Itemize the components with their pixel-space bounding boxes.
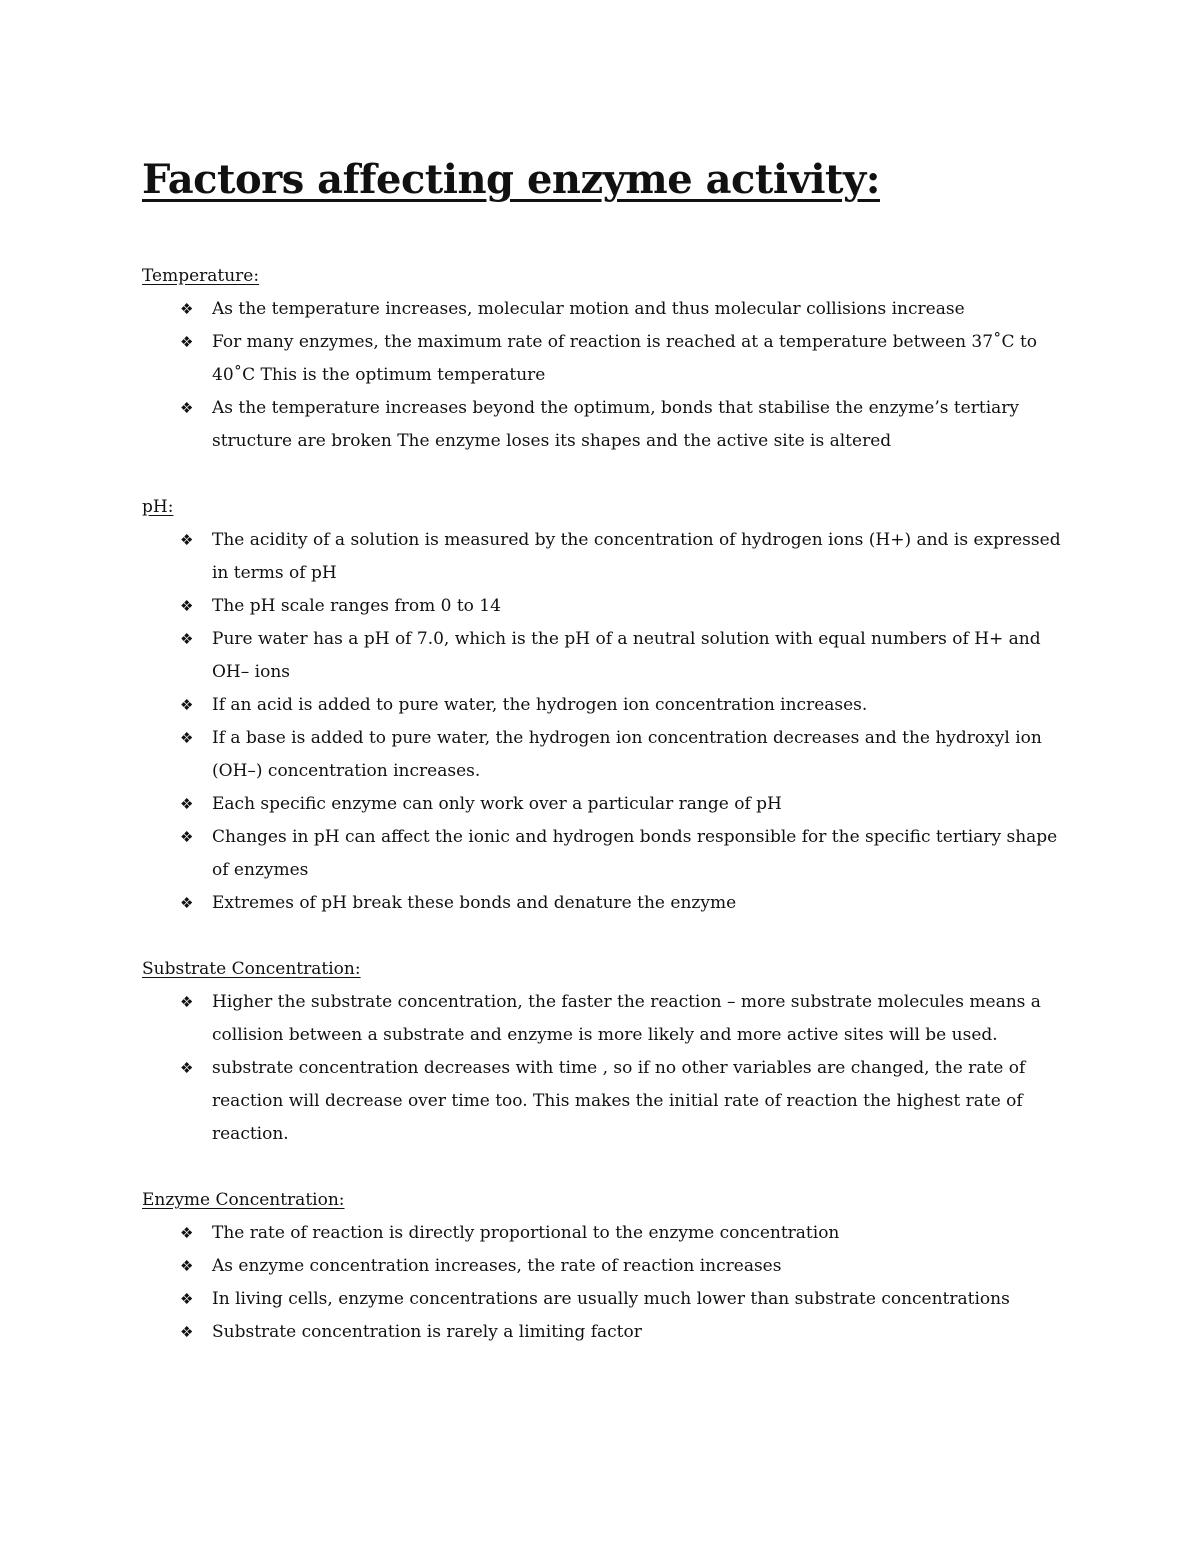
list-item-text: Pure water has a pH of 7.0, which is the pH of a neutral solution with equal numbers of H+ and OH– ions bbox=[212, 629, 1041, 682]
list-item bbox=[142, 1052, 1072, 1151]
diamond-bullet-icon: ❖ bbox=[180, 630, 194, 648]
list-item-text: substrate concentration decreases with time , so if no other variables are changed, the rate of reaction will decrease over time too. This makes the initial rate of reaction the highest rate of reaction. bbox=[212, 1058, 1026, 1144]
list-item bbox=[142, 1250, 1072, 1283]
diamond-bullet-icon: ❖ bbox=[180, 993, 194, 1011]
bullet-list bbox=[142, 293, 1072, 458]
list-item-text: The acidity of a solution is measured by the concentration of hydrogen ions (H+) and is expressed in terms of pH bbox=[212, 530, 1061, 583]
diamond-bullet-icon: ❖ bbox=[180, 531, 194, 549]
page-title: Factors affecting enzyme activity: bbox=[142, 156, 880, 203]
list-item bbox=[142, 1316, 1072, 1349]
diamond-bullet-icon: ❖ bbox=[180, 1059, 194, 1077]
diamond-bullet-icon: ❖ bbox=[180, 1257, 194, 1275]
list-item bbox=[142, 623, 1072, 689]
diamond-bullet-icon: ❖ bbox=[180, 1290, 194, 1308]
list-item-text: Each specific enzyme can only work over a particular range of pH bbox=[212, 794, 782, 814]
diamond-bullet-icon: ❖ bbox=[180, 399, 194, 417]
list-item-text: As enzyme concentration increases, the rate of reaction increases bbox=[212, 1256, 782, 1276]
list-item-text: If an acid is added to pure water, the hydrogen ion concentration increases. bbox=[212, 695, 868, 715]
list-item bbox=[142, 326, 1072, 392]
list-item bbox=[142, 392, 1072, 458]
diamond-bullet-icon: ❖ bbox=[180, 333, 194, 351]
list-item bbox=[142, 1217, 1072, 1250]
list-item bbox=[142, 590, 1072, 623]
section-heading: pH: bbox=[142, 497, 174, 517]
section-heading: Enzyme Concentration: bbox=[142, 1190, 345, 1210]
diamond-bullet-icon: ❖ bbox=[180, 795, 194, 813]
list-item-text: As the temperature increases beyond the optimum, bonds that stabilise the enzyme’s tertiary structure are broken The enzyme loses its shapes and the active site is altered bbox=[212, 398, 1020, 451]
diamond-bullet-icon: ❖ bbox=[180, 597, 194, 615]
document-page bbox=[142, 150, 1072, 1382]
section-substrate-concentration bbox=[142, 953, 1072, 1151]
diamond-bullet-icon: ❖ bbox=[180, 300, 194, 318]
list-item bbox=[142, 293, 1072, 326]
list-item bbox=[142, 887, 1072, 920]
diamond-bullet-icon: ❖ bbox=[180, 828, 194, 846]
list-item bbox=[142, 986, 1072, 1052]
section-temperature bbox=[142, 260, 1072, 458]
diamond-bullet-icon: ❖ bbox=[180, 1224, 194, 1242]
diamond-bullet-icon: ❖ bbox=[180, 1323, 194, 1341]
list-item-text: Substrate concentration is rarely a limiting factor bbox=[212, 1322, 642, 1342]
list-item bbox=[142, 1283, 1072, 1316]
list-item bbox=[142, 524, 1072, 590]
diamond-bullet-icon: ❖ bbox=[180, 894, 194, 912]
list-item bbox=[142, 722, 1072, 788]
list-item-text: Higher the substrate concentration, the faster the reaction – more substrate molecules means a collision between a substrate and enzyme is more likely and more active sites will be used. bbox=[212, 992, 1041, 1045]
list-item-text: The pH scale ranges from 0 to 14 bbox=[212, 596, 501, 616]
list-item-text: For many enzymes, the maximum rate of reaction is reached at a temperature between 37˚C to 40˚C This is the optimum temperature bbox=[212, 332, 1038, 385]
bullet-list bbox=[142, 1217, 1072, 1349]
list-item-text: As the temperature increases, molecular motion and thus molecular collisions increase bbox=[212, 299, 965, 319]
section-ph bbox=[142, 491, 1072, 920]
list-item-text: The rate of reaction is directly proportional to the enzyme concentration bbox=[212, 1223, 840, 1243]
list-item-text: Extremes of pH break these bonds and denature the enzyme bbox=[212, 893, 737, 913]
bullet-list bbox=[142, 986, 1072, 1151]
list-item-text: Changes in pH can affect the ionic and hydrogen bonds responsible for the specific tertiary shape of enzymes bbox=[212, 827, 1058, 880]
list-item-text: If a base is added to pure water, the hydrogen ion concentration decreases and the hydroxyl ion (OH–) concentration increases. bbox=[212, 728, 1042, 781]
section-heading: Temperature: bbox=[142, 266, 260, 286]
section-enzyme-concentration bbox=[142, 1184, 1072, 1349]
section-heading: Substrate Concentration: bbox=[142, 959, 361, 979]
diamond-bullet-icon: ❖ bbox=[180, 696, 194, 714]
list-item bbox=[142, 689, 1072, 722]
list-item bbox=[142, 788, 1072, 821]
diamond-bullet-icon: ❖ bbox=[180, 729, 194, 747]
bullet-list bbox=[142, 524, 1072, 920]
list-item bbox=[142, 821, 1072, 887]
list-item-text: In living cells, enzyme concentrations are usually much lower than substrate concentrations bbox=[212, 1289, 1010, 1309]
